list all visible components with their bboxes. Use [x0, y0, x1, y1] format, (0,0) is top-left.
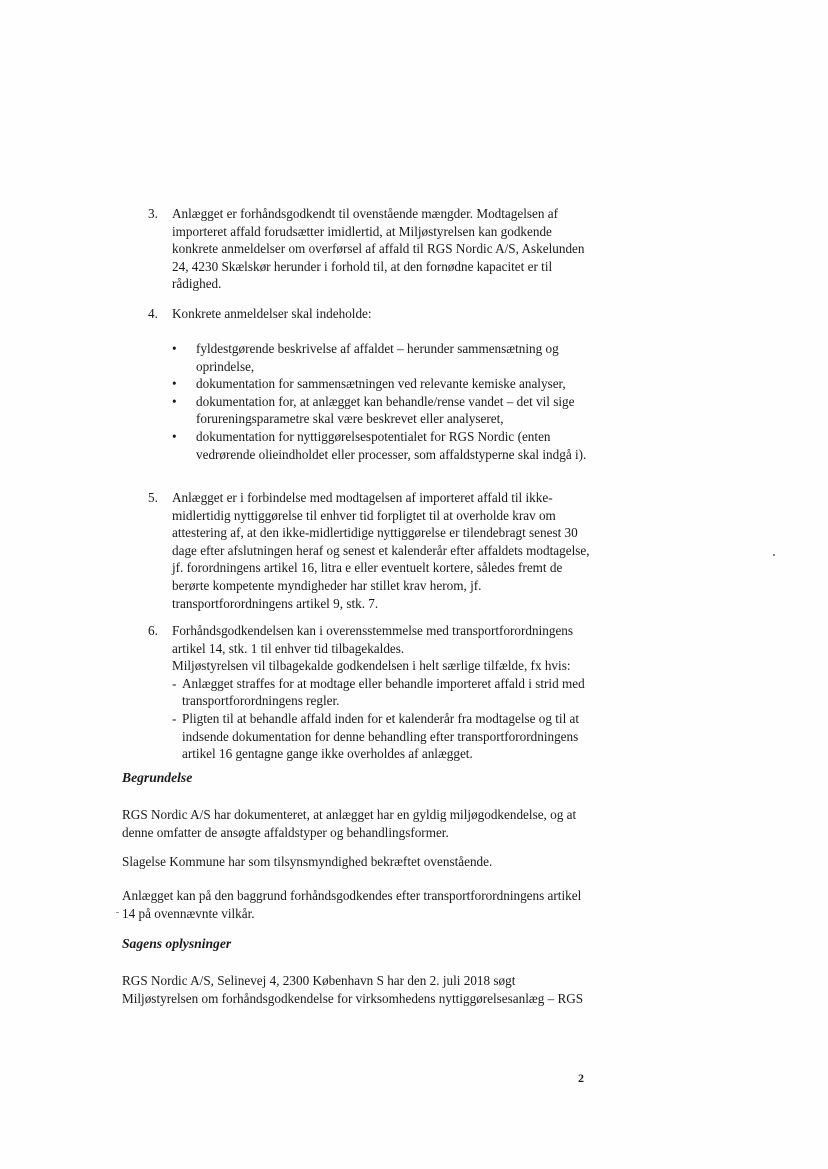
- dash-text: Pligten til at behandle affald inden for et kalenderår fra modtagelse og til at indsende dokumentation for denne behandling efter transportforordningens artikel 16 gentagne gange ikke overholdes af anlægget.: [182, 710, 580, 762]
- paragraph: RGS Nordic A/S, Selinevej 4, 2300 København S har den 2. juli 2018 søgt Miljøstyrelsen om forhåndsgodkendelse for virksomhedens nyttiggørelsesanlæg – RGS: [122, 973, 584, 1006]
- paragraph: Slagelse Kommune har som tilsynsmyndighed bekræftet ovenstående.: [122, 854, 493, 869]
- bullet-icon: •: [172, 341, 177, 356]
- item-text: [172, 622, 593, 763]
- bullet-icon: •: [172, 428, 177, 444]
- item-number: 6.: [148, 623, 158, 638]
- list-item-4: [148, 305, 593, 323]
- scan-speck: [116, 912, 119, 913]
- item-line: Forhåndsgodkendelsen kan i overensstemmelse med transportforordningens artikel 14, stk. 1 til enhver tid tilbagekaldes.: [172, 623, 574, 656]
- item-number: 4.: [148, 306, 158, 321]
- bullet-text: dokumentation for nyttiggørelsespotentialet for RGS Nordic (enten vedrørende olieindholdet eller processer, som affaldstyperne skal indgå i).: [196, 428, 587, 462]
- section-heading-oplysninger: Sagens oplysninger: [122, 936, 232, 951]
- item-line: Miljøstyrelsen vil tilbagekalde godkendelsen i helt særlige tilfælde, fx hvis:: [172, 658, 571, 674]
- list-item-5: [148, 489, 593, 612]
- item-text: Anlægget er i forbindelse med modtagelsen af importeret affald til ikke-midlertidig nyttiggørelse til enhver tid forpligtet til at overholde krav om attestering af, at den ikke-midlertidige nyttiggørelse er tilendebragt senest 30 dage efter afslutningen heraf og senest et kalenderår efter affaldets modtagelse, jf. forordningens artikel 16, litra e eller eventuelt kortere, således fremt de berørte kompetente myndigheder har stillet krav herom, jf. transportforordningens artikel 9, stk. 7.: [172, 490, 590, 611]
- bullet-item: [172, 340, 597, 375]
- list-item-3: [148, 205, 593, 293]
- list-item-6: [148, 622, 593, 763]
- bullet-icon: •: [172, 376, 177, 392]
- paragraph: Anlægget kan på den baggrund forhåndsgodkendes efter transportforordningens artikel 14 på ovennævnte vilkår.: [122, 888, 582, 921]
- dash-icon: -: [172, 710, 177, 726]
- bullet-text: dokumentation for, at anlægget kan behandle/rense vandet – det vil sige forureningsparametre skal være beskrevet eller analyseret,: [196, 393, 575, 427]
- item-text: Konkrete anmeldelser skal indeholde:: [172, 306, 372, 321]
- bullet-item: [172, 428, 597, 463]
- bullet-text: fyldestgørende beskrivelse af affaldet – herunder sammensætning og oprindelse,: [196, 341, 559, 374]
- bullet-text: dokumentation for sammensætningen ved relevante kemiske analyser,: [196, 376, 566, 392]
- item-number: 3.: [148, 206, 158, 221]
- bullet-item: [172, 393, 597, 428]
- page-number: 2: [578, 1071, 584, 1085]
- dash-icon: -: [172, 675, 177, 691]
- dash-item: [172, 675, 593, 710]
- paragraph: RGS Nordic A/S har dokumenteret, at anlægget har en gyldig miljøgodkendelse, og at denne omfatter de ansøgte affaldstyper og behandlingsformer.: [122, 807, 577, 840]
- dash-item: [172, 710, 593, 763]
- bullet-icon: •: [172, 393, 177, 409]
- bullet-list: [172, 340, 597, 463]
- bullet-item: [172, 375, 597, 393]
- scan-speck: [773, 554, 775, 556]
- item-text: Anlægget er forhåndsgodkendt til ovenstående mængder. Modtagelsen af importeret affald forudsætter imidlertid, at Miljøstyrelsen kan godkende konkrete anmeldelser om overførsel af affald til RGS Nordic A/S, Askelunden 24, 4230 Skælskør herunder i forhold til, at den fornødne kapacitet er til rådighed.: [172, 206, 585, 292]
- dash-text: Anlægget straffes for at modtage eller behandle importeret affald i strid med transportforordningens regler.: [182, 675, 585, 709]
- section-heading-begrundelse: Begrundelse: [122, 770, 193, 785]
- item-number: 5.: [148, 490, 158, 505]
